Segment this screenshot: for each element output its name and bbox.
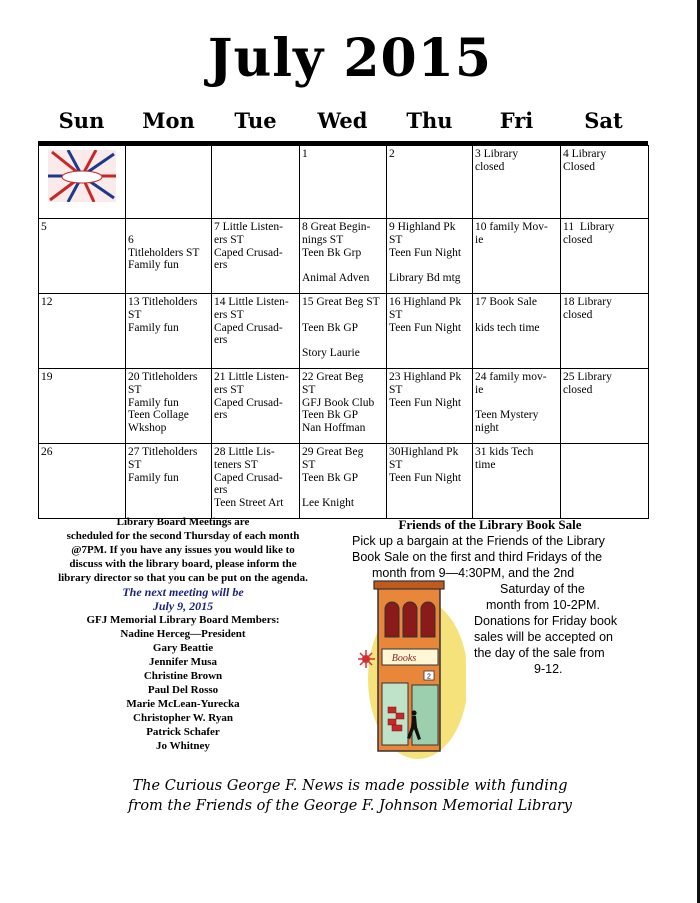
board-member-name: Jennifer Musa [149, 656, 217, 668]
shop-sign-label: Books [391, 653, 417, 664]
footer-line: from the Friends of the George F. Johnson Memorial Library [128, 798, 572, 814]
calendar-day-cell [387, 369, 473, 444]
calendar-event-line: 29 Great Beg [302, 446, 364, 458]
weekday-mon: Mon [142, 108, 195, 133]
weekday-sun: Sun [58, 108, 105, 133]
calendar-event-line: Teen Fun Night [389, 471, 462, 484]
calendar-day-cell [561, 146, 649, 219]
calendar-event-line: teners ST [214, 458, 258, 471]
calendar-event-line: 14 Little Listen- [214, 296, 289, 308]
calendar-event-line: Teen Mystery [475, 409, 539, 422]
calendar-day-cell [473, 369, 561, 444]
board-intro-line: scheduled for the second Thursday of each month [66, 530, 300, 542]
calendar-event-line: closed [563, 233, 593, 246]
calendar-day-cell [387, 444, 473, 519]
calendar-event-line: 24 family mov- [475, 371, 547, 383]
next-meeting-line: The next meeting will be [122, 585, 244, 599]
board-intro-line: @7PM. If you have any issues you would like to [71, 544, 295, 556]
calendar-event-line [302, 334, 384, 347]
calendar-event-line: kids tech time [475, 321, 540, 334]
calendar-event-line: ST [128, 308, 142, 321]
calendar-event-line: 7 Little Listen- [214, 221, 283, 233]
book-sale-line: Pick up a bargain at the Friends of the Library [352, 534, 605, 548]
calendar-event-line: 9 Highland Pk [389, 221, 456, 233]
calendar-event-line: Lee Knight [302, 497, 355, 510]
calendar-event-line: ers [214, 484, 228, 497]
board-member-name: Marie McLean-Yurecka [126, 698, 240, 710]
calendar-event-line: Teen Fun Night [389, 246, 462, 259]
calendar-event-line: ST [389, 233, 403, 246]
calendar-event-line [302, 309, 384, 322]
calendar-event-line [128, 221, 209, 234]
calendar-event-line: ST [302, 383, 316, 396]
calendar-day-cell [212, 219, 300, 294]
library-board-notice [38, 515, 328, 753]
board-member-name: Nadine Herceg—President [120, 628, 246, 640]
weekday-thu: Thu [406, 108, 453, 133]
calendar-event-line: Caped Crusad- [214, 471, 283, 484]
weekday-fri: Fri [499, 108, 534, 133]
calendar-event-line: time [475, 458, 496, 471]
weekday-tue: Tue [234, 108, 277, 133]
calendar-event-line: 4 Library [563, 148, 607, 160]
calendar-day-cell [212, 444, 300, 519]
calendar-event-line: 25 Library [563, 371, 612, 383]
calendar-day-cell [473, 294, 561, 369]
calendar-event-line: Family fun [128, 259, 179, 272]
book-sale-line: sales will be accepted on [474, 630, 613, 644]
calendar-day-cell [300, 444, 387, 519]
board-member-name: Jo Whitney [156, 740, 210, 752]
calendar-event-line: 28 Little Lis- [214, 446, 275, 458]
next-meeting-line: July 9, 2015 [152, 599, 214, 613]
shop-number: 2 [427, 673, 431, 681]
calendar-event-line: closed [563, 308, 593, 321]
calendar-event-line: Teen Street Art [214, 497, 284, 510]
calendar-event-line: 23 Highland Pk [389, 371, 462, 383]
calendar-day-cell [39, 219, 126, 294]
calendar-event-line: 26 [41, 446, 53, 458]
calendar-week [39, 444, 649, 519]
calendar-day-cell [126, 444, 212, 519]
calendar-event-line: Family fun [128, 321, 179, 334]
book-sale-line: Book Sale on the first and third Fridays of the [352, 550, 603, 564]
calendar-day-cell [473, 444, 561, 519]
fireworks-icon [48, 150, 116, 202]
calendar-day-cell [39, 146, 126, 219]
calendar-event-line: 11 Library [563, 221, 615, 233]
calendar-event-line: Library Bd mtg [389, 272, 461, 285]
calendar-week [39, 294, 649, 369]
calendar-event-line: ST [389, 458, 403, 471]
weekday-header [38, 108, 647, 133]
calendar-event-line: 1 [302, 148, 308, 160]
calendar-day-cell [561, 219, 649, 294]
board-member-name: Christine Brown [143, 670, 223, 682]
calendar-event-line: ST [389, 383, 403, 396]
calendar-day-cell [300, 294, 387, 369]
calendar-event-line: Caped Crusad- [214, 321, 283, 334]
calendar-day-cell [39, 294, 126, 369]
calendar-day-cell [126, 219, 212, 294]
calendar-event-line [302, 484, 384, 497]
board-members-list [38, 627, 328, 753]
book-sale-title: Friends of the Library Book Sale [398, 517, 582, 532]
board-intro [38, 515, 328, 585]
board-member-name: Gary Beattie [152, 642, 214, 654]
calendar-event-line: Teen Bk GP [302, 321, 359, 334]
calendar-day-cell [39, 444, 126, 519]
calendar-day-cell [39, 369, 126, 444]
calendar-day-cell [387, 219, 473, 294]
book-stack-icon [388, 719, 396, 725]
weekday-sat: Sat [584, 108, 623, 133]
footer-line: The Curious George F. News is made possible with funding [132, 778, 568, 794]
calendar-day-cell [212, 294, 300, 369]
calendar-event-line: GFJ Book Club [302, 396, 375, 409]
next-meeting [38, 585, 328, 613]
board-intro-line: Library Board Meetings are [116, 516, 250, 528]
calendar-event-line [475, 309, 558, 322]
calendar-day-cell [126, 146, 212, 219]
calendar-event-line [302, 259, 384, 272]
calendar-event-line: 27 Titleholders [128, 446, 198, 458]
book-stack-icon [392, 725, 402, 731]
board-member-name: Patrick Schafer [146, 726, 220, 738]
window-right [421, 602, 435, 637]
calendar-event-line: ers [214, 334, 228, 347]
calendar-grid [38, 145, 649, 519]
calendar-event-line: ers ST [214, 233, 244, 246]
calendar-week [39, 219, 649, 294]
calendar-day-cell [473, 146, 561, 219]
calendar-event-line: 12 [41, 296, 53, 308]
calendar-event-line: ie [475, 383, 484, 396]
calendar-event-line: ers ST [214, 308, 244, 321]
calendar-event-line: 6 [128, 233, 134, 246]
shop-cornice [374, 581, 444, 589]
calendar-day-cell [300, 369, 387, 444]
calendar-event-line: 20 Titleholders [128, 371, 198, 383]
calendar-day-cell [387, 146, 473, 219]
calendar-day-cell [300, 219, 387, 294]
weekday-wed: Wed [317, 108, 368, 133]
calendar-week [39, 369, 649, 444]
calendar-day-cell [212, 146, 300, 219]
calendar-event-line: 5 [41, 221, 47, 233]
calendar-event-line: ST [128, 458, 142, 471]
window-left [385, 602, 399, 637]
calendar-event-line: Caped Crusad- [214, 396, 283, 409]
calendar-event-line: Teen Fun Night [389, 321, 462, 334]
bookstore-illustration [358, 567, 466, 759]
calendar-week [39, 146, 649, 219]
book-sale-line: month from 9—4:30PM, and the 2nd [372, 566, 575, 580]
calendar-event-line: Closed [563, 160, 595, 173]
calendar-event-line: 8 Great Begin- [302, 221, 371, 233]
calendar-day-cell [473, 219, 561, 294]
page-title: July 2015 [207, 28, 493, 89]
calendar-event-line: ST [302, 458, 316, 471]
calendar-day-cell [126, 294, 212, 369]
book-sale-line: the day of the sale from [474, 646, 605, 660]
calendar-event-line: 10 family Mov- [475, 221, 548, 233]
calendar-event-line [475, 397, 558, 410]
calendar-event-line: Animal Adven [302, 272, 370, 285]
calendar-day-cell [561, 294, 649, 369]
calendar-event-line: nings ST [302, 233, 344, 246]
calendar-event-line: Titleholders ST [128, 246, 200, 259]
calendar-event-line: Nan Hoffman [302, 422, 366, 435]
calendar-event-line [389, 259, 470, 272]
calendar-event-line: closed [563, 383, 593, 396]
calendar-event-line: ers ST [214, 383, 244, 396]
book-stack-icon [396, 713, 404, 719]
board-member-name: Christopher W. Ryan [133, 712, 233, 724]
calendar-event-line: Family fun [128, 396, 179, 409]
calendar-event-line: Teen Fun Night [389, 396, 462, 409]
book-sale-line: 9-12. [534, 662, 563, 676]
calendar-event-line: 15 Great Beg ST [302, 296, 380, 308]
calendar-event-line: Story Laurie [302, 347, 360, 360]
calendar-event-line: 13 Titleholders [128, 296, 198, 308]
calendar-event-line: 18 Library [563, 296, 612, 308]
board-intro-line: library director so that you can be put on the agenda. [58, 572, 308, 584]
calendar-event-line: 22 Great Beg [302, 371, 364, 383]
calendar-event-line: 19 [41, 371, 53, 383]
calendar-event-line: ie [475, 233, 484, 246]
shop-door [412, 685, 438, 745]
book-sale-line: Donations for Friday book [474, 614, 618, 628]
calendar-event-line: 31 kids Tech [475, 446, 534, 458]
calendar-event-line: ers [214, 259, 228, 272]
calendar-event-line: 21 Little Listen- [214, 371, 289, 383]
calendar-day-cell [300, 146, 387, 219]
calendar-event-line: Teen Bk GP [302, 471, 359, 484]
calendar-day-cell [387, 294, 473, 369]
calendar-event-line: 2 [389, 148, 395, 160]
window-middle [403, 602, 417, 637]
book-sale-line: Saturday of the [500, 582, 585, 596]
calendar-event-line: 16 Highland Pk [389, 296, 462, 308]
book-stack-icon [388, 707, 396, 713]
calendar-event-line: Family fun [128, 471, 179, 484]
calendar-event-line: Teen Collage [128, 409, 189, 422]
calendar-event-line: 3 Library [475, 148, 519, 160]
calendar-day-cell [561, 369, 649, 444]
book-sale-line: month from 10-2PM. [486, 598, 600, 612]
calendar-event-line: closed [475, 160, 505, 173]
calendar-event-line: ST [389, 308, 403, 321]
calendar-event-line: 17 Book Sale [475, 296, 537, 308]
calendar-event-line: ST [128, 383, 142, 396]
calendar-day-cell [126, 369, 212, 444]
calendar-day-cell [212, 369, 300, 444]
footer-credit [0, 776, 700, 816]
members-heading: GFJ Memorial Library Board Members: [86, 614, 280, 626]
calendar-event-line: 30Highland Pk [389, 446, 459, 458]
calendar-event-line: Caped Crusad- [214, 246, 283, 259]
calendar-day-cell [561, 444, 649, 519]
calendar-event-line: night [475, 422, 499, 435]
calendar-event-line: Teen Bk GP [302, 409, 359, 422]
board-intro-line: discuss with the library board, please inform the [69, 558, 297, 570]
calendar-event-line: Teen Bk Grp [302, 246, 362, 259]
board-member-name: Paul Del Rosso [147, 684, 219, 696]
calendar-event-line: ers [214, 409, 228, 422]
calendar-event-line: Wkshop [128, 422, 167, 435]
